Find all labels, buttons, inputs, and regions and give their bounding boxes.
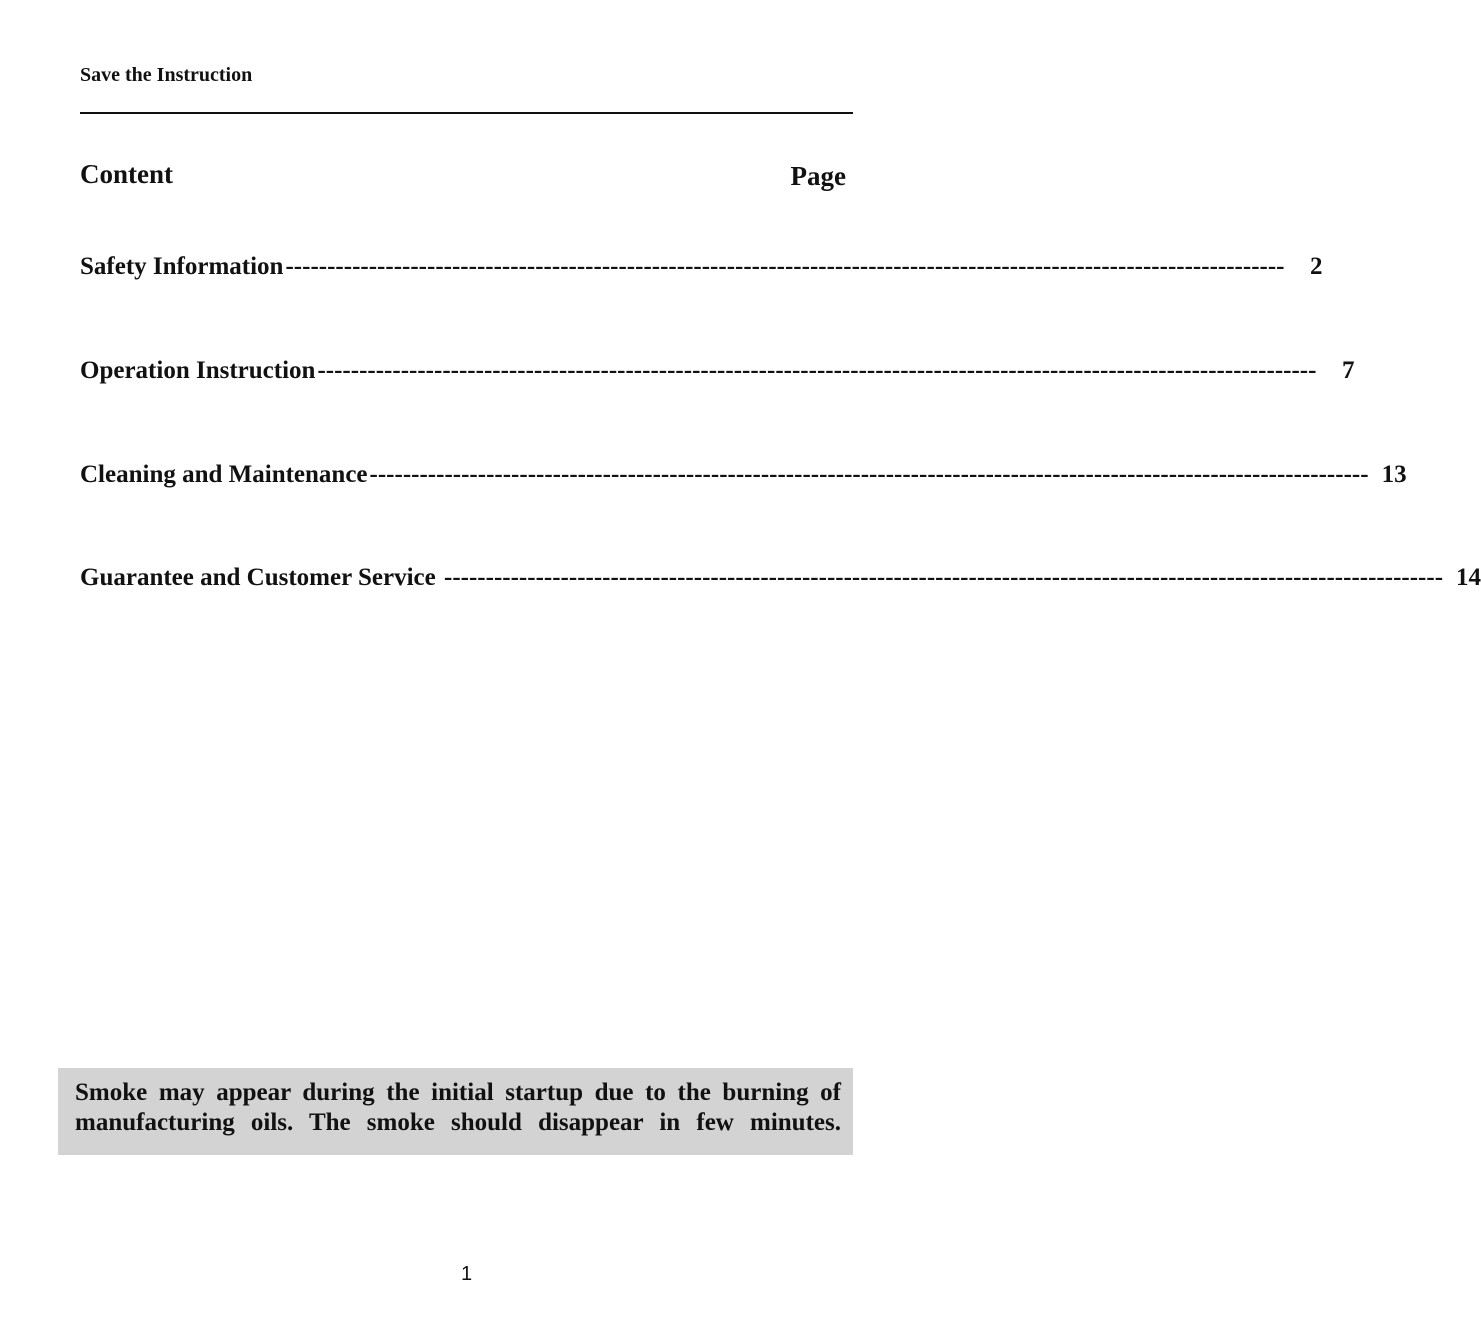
toc-entry-page: 14: [1456, 564, 1481, 591]
toc-leader-dots: ------------------------------------------------------------------------------------------------------------------------: [444, 564, 1444, 591]
toc-entry-safety-information: [80, 253, 1323, 287]
toc-leader-dots: ------------------------------------------------------------------------------------------------------------------------: [285, 253, 1285, 280]
toc-entry-title: Cleaning and Maintenance: [80, 461, 368, 488]
smoke-notice-box: [58, 1068, 853, 1155]
toc-entry-guarantee-and-customer-service: [80, 564, 1481, 598]
toc-entry-page: 13: [1381, 461, 1407, 488]
toc-entry-title: Operation Instruction: [80, 357, 316, 384]
notice-line-1: Smoke may appear during the initial startup due to the burning of: [75, 1079, 841, 1106]
page-column-heading: Page: [790, 161, 846, 191]
header-divider: [80, 112, 853, 114]
toc-entry-cleaning-and-maintenance: [80, 461, 1407, 495]
page-number: 1: [460, 1263, 473, 1285]
toc-entry-operation-instruction: [80, 357, 1355, 391]
header-title: Save the Instruction: [80, 64, 253, 86]
notice-line-2: manufacturing oils. The smoke should disappear in few minutes.: [75, 1109, 841, 1136]
toc-entry-title: Safety Information: [80, 253, 284, 280]
toc-leader-dots: ------------------------------------------------------------------------------------------------------------------------: [317, 357, 1317, 384]
toc-entry-page: 2: [1310, 253, 1323, 280]
content-heading: Content: [80, 159, 173, 189]
toc-entry-page: 7: [1341, 357, 1355, 384]
toc-leader-dots: ------------------------------------------------------------------------------------------------------------------------: [369, 461, 1369, 488]
toc-entry-title: Guarantee and Customer Service: [80, 564, 442, 591]
